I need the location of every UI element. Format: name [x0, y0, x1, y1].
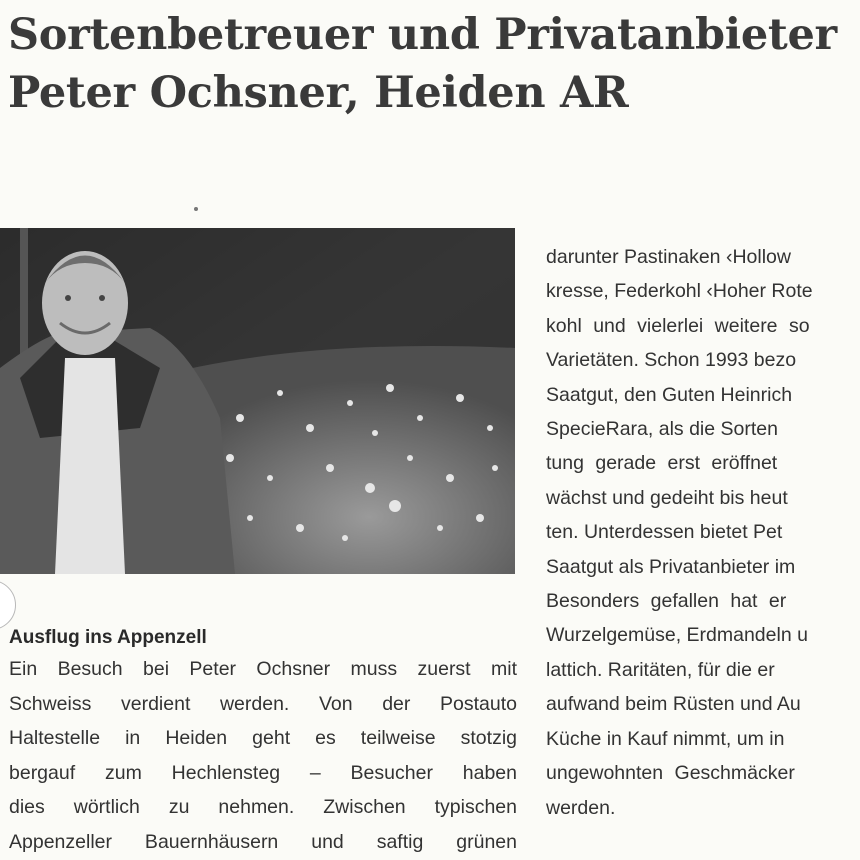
paragraph-line: Varietäten. Schon 1993 bezo	[546, 349, 797, 372]
decorative-circle	[0, 580, 16, 630]
section-subhead: Ausflug ins Appenzell	[9, 627, 207, 648]
headline-line-1: Sortenbetreuer und Privatanbieter	[8, 10, 837, 60]
headline-line-2: Peter Ochsner, Heiden AR	[8, 68, 629, 118]
paragraph-line: ten. Unterdessen bietet Pet	[546, 521, 783, 544]
paragraph-line: Appenzeller Bauernhäusern und saftig grünen	[9, 830, 517, 853]
paragraph-line: bergauf zum Hechlensteg – Besucher haben	[9, 761, 517, 784]
paragraph-line: Saatgut als Privatanbieter im	[546, 555, 796, 578]
right-column	[546, 240, 860, 825]
paragraph-line: kohl und vielerlei weitere so	[546, 314, 810, 337]
paragraph-line: dies wörtlich zu nehmen. Zwischen typischen	[9, 796, 517, 818]
left-column	[9, 624, 517, 859]
paragraph-line: kresse, Federkohl ‹Hoher Rote	[546, 280, 813, 303]
article-headline	[8, 6, 860, 122]
paragraph-line: Ein Besuch bei Peter Ochsner muss zuerst mit	[9, 658, 517, 680]
paragraph-line: Wurzelgemüse, Erdmandeln u	[546, 624, 808, 647]
paragraph-line: Saatgut, den Guten Heinrich	[546, 383, 793, 406]
print-speck	[194, 207, 198, 211]
portrait-photo-illustration	[0, 228, 515, 574]
paragraph-line: Haltestelle in Heiden geht es teilweise stotzig	[9, 727, 517, 749]
paragraph-line: ungewohnten Geschmäcker	[546, 762, 795, 785]
paragraph-line: werden.	[546, 796, 616, 819]
paragraph-line: lattich. Raritäten, für die er	[546, 658, 775, 681]
paragraph-line: Schweiss verdient werden. Von der Postauto	[9, 692, 517, 715]
paragraph-line: SpecieRara, als die Sorten	[546, 418, 778, 441]
paragraph-line: darunter Pastinaken ‹Hollow	[546, 246, 791, 268]
paragraph-line: wächst und gedeiht bis heut	[546, 486, 788, 509]
paragraph-line: Besonders gefallen hat er	[546, 590, 787, 613]
paragraph-line: tung gerade erst eröffnet	[546, 452, 778, 475]
paragraph-line: aufwand beim Rüsten und Au	[546, 693, 801, 716]
paragraph-line: Küche in Kauf nimmt, um in	[546, 727, 785, 750]
article-photo	[0, 228, 515, 574]
